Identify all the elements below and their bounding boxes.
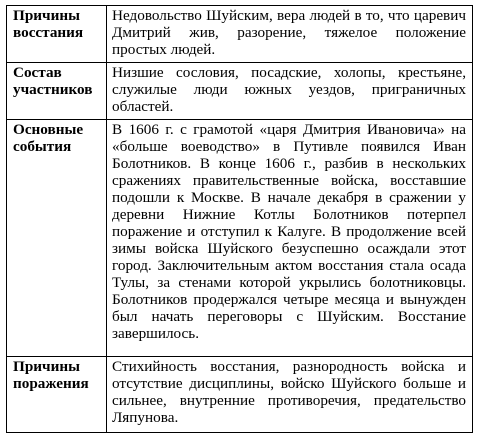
table-row-defeat [7, 357, 473, 433]
row-text-defeat: Стихийность восстания, разнородность войска и отсутствие дисциплины, войско Шуйского больше и сильнее, внутренние противоречия, предательство Ляпунова. [107, 357, 473, 433]
table-row-events [7, 120, 473, 357]
table-row-causes [7, 6, 473, 63]
row-label-events: Основные события [7, 120, 107, 357]
table-row-participants [7, 63, 473, 120]
row-label-causes: Причины восстания [7, 6, 107, 63]
row-text-participants: Низшие сословия, посадские, холопы, крестьяне, служилые люди южных уездов, приграничных областей. [107, 63, 473, 120]
uprising-table [6, 5, 473, 433]
uprising-table-container [6, 5, 472, 433]
row-text-events: В 1606 г. с грамотой «царя Дмитрия Ивановича» на «больше воеводство» в Путивле появился Иван Болотников. В конце 1606 г., разбив в нескольких сражениях правительственные войска, восставшие подошли к Москве. В начале декабря в сражении у деревни Нижние Котлы Болотников потерпел поражение и отступил к Калуге. В продолжение всей зимы войска Шуйского безуспешно осаждали этот город. Заключительным актом восстания стала осада Тулы, за стенами которой укрылись болотниковцы. Болотников продержался четыре месяца и вынужден был начать переговоры с Шуйским. Восстание завершилось. [107, 120, 473, 357]
row-label-defeat: Причины поражения [7, 357, 107, 433]
row-label-participants: Состав участников [7, 63, 107, 120]
row-text-causes: Недовольство Шуйским, вера людей в то, что царевич Дмитрий жив, разорение, тяжелое положение простых людей. [107, 6, 473, 63]
